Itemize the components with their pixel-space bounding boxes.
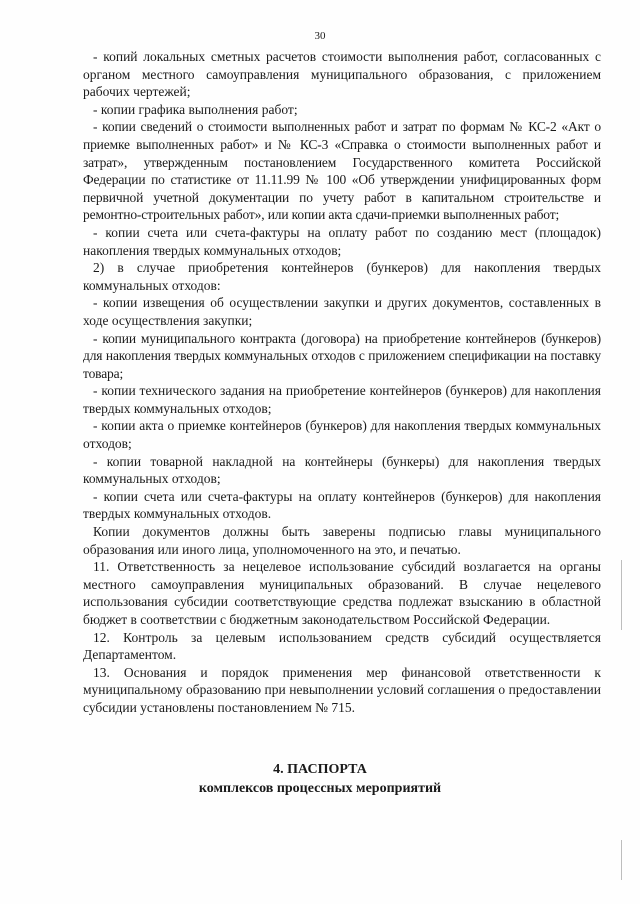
paragraph-item-11: 11. Ответственность за нецелевое использование субсидий возлагается на органы местного самоуправления муниципальных образований. В случае нецелевого использования субсидии соответствующие средства подлежат взысканию в областной бюджет в соответствии с бюджетным законодательством Российской Федерации. <box>83 559 601 627</box>
paragraph-item-12: 12. Контроль за целевым использованием средств субсидий осуществляется Департаментом. <box>83 629 601 663</box>
paragraph-ks-forms: - копии сведений о стоимости выполненных работ и затрат по формам № КС-2 «Акт о приемке выполненных работ» и № КС-3 «Справка о стоимости выполненных работ и затрат», утвержденным постановлением Государственного комитета Российской Федерации по статистике от 11.11.99 № 100 «Об утверждении унифицированных форм первичной учетной документации по учету работ в капитальном строительстве и ремонтно-строительных работ», или копии акта сдачи-приемки выполненных работ; <box>83 119 601 223</box>
paragraph-work-schedule: - копии графика выполнения работ; <box>93 101 298 117</box>
paragraph-local-estimates: - копий локальных сметных расчетов стоимости выполнения работ, согласованных с органом местного самоуправления муниципального образования, с приложением рабочих чертежей; <box>83 49 601 100</box>
page-number: 30 <box>314 30 326 42</box>
section-subtitle: комплексов процессных мероприятий <box>198 781 442 796</box>
paragraph-site-invoice: - копии счета или счета-фактуры на оплату работ по созданию мест (площадок) накопления твердых коммунальных отходов; <box>83 224 601 258</box>
paragraph-container-purchase: 2) в случае приобретения контейнеров (бункеров) для накопления твердых коммунальных отходов: <box>83 260 601 293</box>
scan-edge-mark <box>621 560 622 630</box>
scan-edge-mark <box>621 840 622 880</box>
paragraph-certification: Копии документов должны быть заверены подписью главы муниципального образования или иного лица, уполномоченного на это, и печатью. <box>83 524 601 557</box>
paragraph-procurement-notice: - копии извещения об осуществлении закупки и других документов, составленных в ходе осуществления закупки; <box>83 295 601 328</box>
paragraph-waybill: - копии товарной накладной на контейнеры (бункеры) для накопления твердых коммунальных отходов; <box>83 453 601 487</box>
paragraph-container-invoice: - копии счета или счета-фактуры на оплату контейнеров (бункеров) для накопления твердых коммунальных отходов. <box>83 488 601 522</box>
section-title: 4. ПАСПОРТА <box>273 762 367 777</box>
paragraph-municipal-contract: - копии муниципального контракта (договора) на приобретение контейнеров (бункеров) для накопления твердых коммунальных отходов с приложением спецификации на поставку товара; <box>83 330 601 381</box>
paragraph-technical-spec: - копии технического задания на приобретение контейнеров (бункеров) для накопления твердых коммунальных отходов; <box>83 383 601 416</box>
section-heading <box>0 760 640 798</box>
paragraph-acceptance-act: - копии акта о приемке контейнеров (бункеров) для накопления твердых коммунальных отходов; <box>83 418 601 452</box>
paragraph-item-13: 13. Основания и порядок применения мер финансовой ответственности к муниципальному образованию при невыполнении условий соглашения о предоставлении субсидии установлены постановлением № 715. <box>83 664 601 715</box>
document-body <box>83 48 601 717</box>
